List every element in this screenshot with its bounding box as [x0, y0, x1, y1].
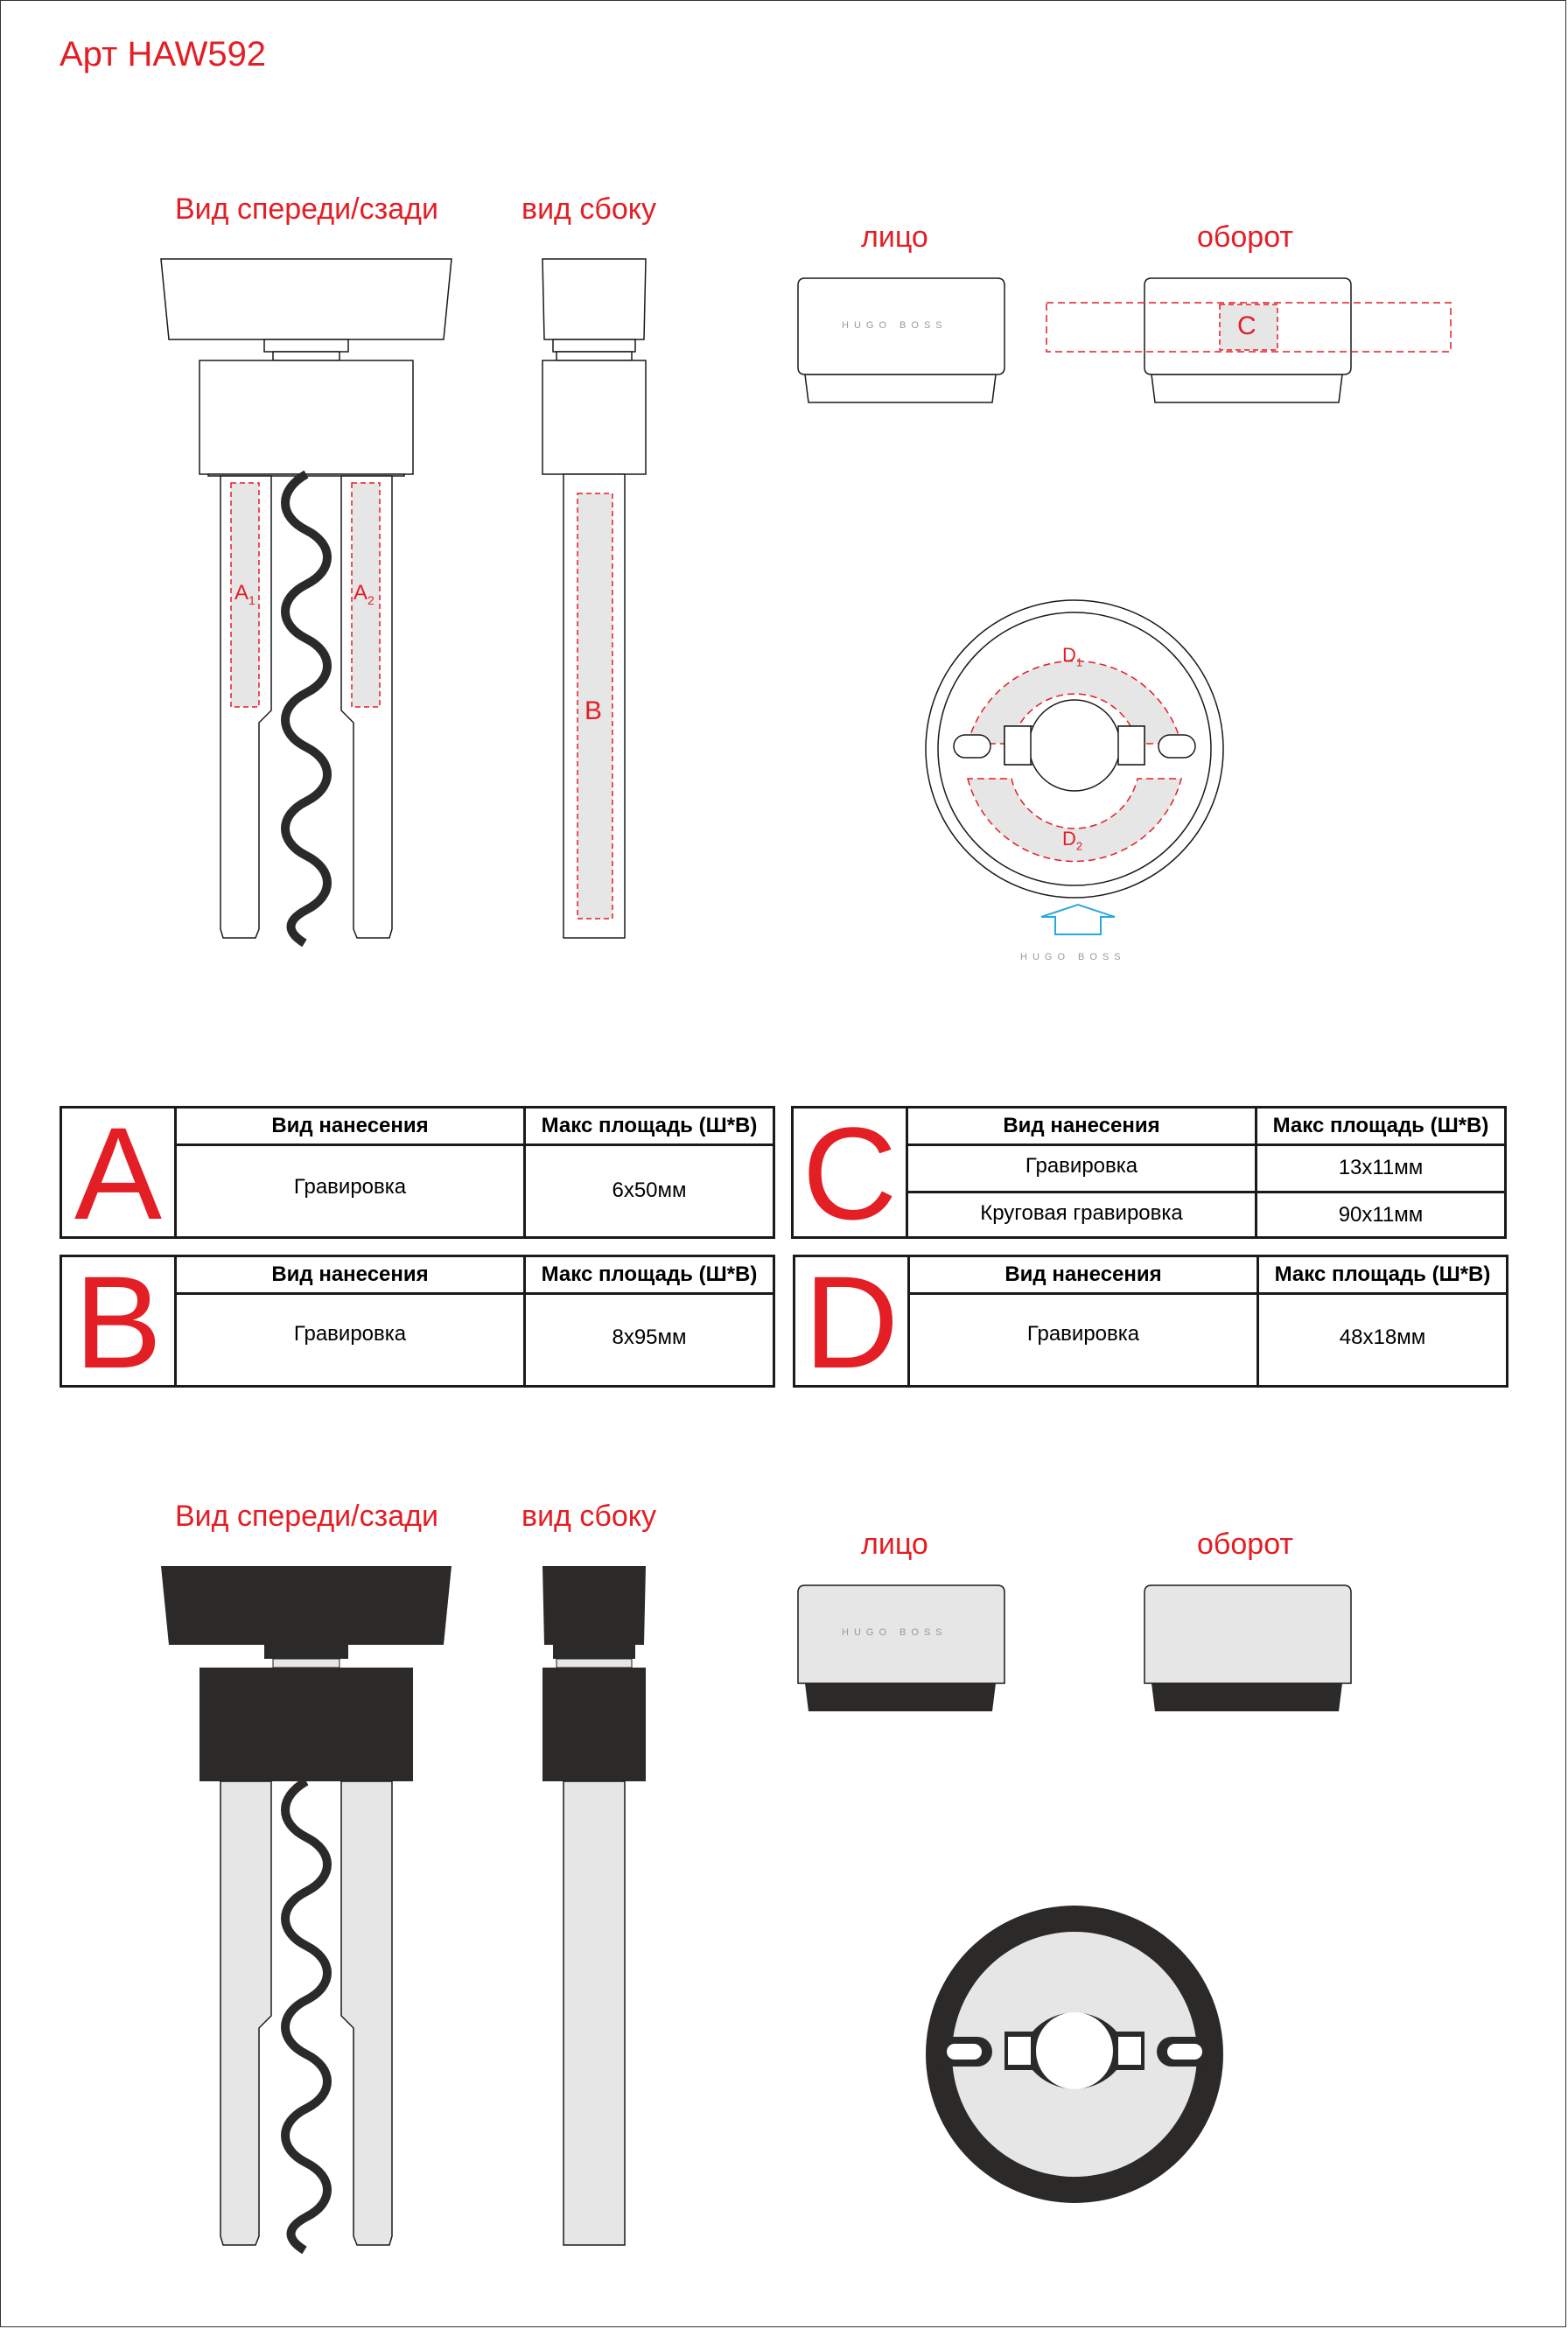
- cap-face-filled: [798, 1585, 1004, 1711]
- table-zone-c: [791, 1100, 1507, 1247]
- table-b-method: Гравировка: [293, 1322, 407, 1346]
- zone-a1-label: $A_1$: [234, 581, 256, 607]
- table-zone-d: [793, 1248, 1508, 1395]
- brand-logo-disc: HUGO BOSS: [1020, 952, 1126, 962]
- table-c-area-2: 90х11мм: [1338, 1203, 1424, 1227]
- table-a-letter: A: [62, 1109, 177, 1236]
- table-a-header-method: Вид нанесения: [271, 1114, 429, 1137]
- brand-logo-face-top: HUGO BOSS: [842, 320, 948, 331]
- label-reverse-bottom: оборот: [1197, 1528, 1293, 1561]
- table-b-header-method: Вид нанесения: [271, 1262, 429, 1286]
- table-a-header-area: Макс площадь (Ш*В): [541, 1114, 758, 1137]
- zone-a2-label: $A_2$: [354, 581, 374, 607]
- front-view-filled: [161, 1566, 452, 2245]
- table-c-header-area: Макс площадь (Ш*В): [1272, 1114, 1489, 1137]
- label-side-top: вид сбоку: [522, 192, 656, 226]
- label-face-bottom: лицо: [861, 1528, 928, 1561]
- zone-d1-label: $D_1$: [1062, 644, 1083, 669]
- table-a-method: Гравировка: [293, 1175, 407, 1199]
- label-reverse-top: оборот: [1197, 220, 1293, 254]
- table-c-method-1: Гравировка: [1025, 1154, 1138, 1178]
- label-side-bottom: вид сбоку: [522, 1500, 656, 1533]
- table-c-letter: C: [794, 1109, 908, 1236]
- table-zone-b: [60, 1248, 775, 1395]
- brand-logo-face-bottom: HUGO BOSS: [842, 1627, 948, 1638]
- table-b-letter: B: [62, 1257, 177, 1385]
- corkscrew-spiral-top: [285, 474, 327, 943]
- table-a-area: 6х50мм: [612, 1178, 687, 1202]
- table-b-area: 8х95мм: [612, 1325, 687, 1349]
- side-view-filled: [542, 1566, 646, 2245]
- table-c-header-method: Вид нанесения: [1003, 1114, 1160, 1137]
- orientation-arrow-icon: [1041, 905, 1115, 934]
- label-face-top: лицо: [861, 220, 928, 254]
- table-b-header-area: Макс площадь (Ш*В): [541, 1262, 758, 1286]
- table-d-method: Гравировка: [1026, 1322, 1140, 1346]
- zone-b-label: B: [584, 696, 603, 725]
- zone-d2-label: $D_2$: [1062, 828, 1083, 853]
- table-d-area: 48х18мм: [1339, 1325, 1426, 1349]
- table-c-area-1: 13х11мм: [1338, 1156, 1424, 1179]
- cap-reverse-filled: [1144, 1585, 1351, 1711]
- front-view-outline: [161, 259, 452, 938]
- corkscrew-spiral-bottom: [285, 1781, 327, 2250]
- article-title: Арт HAW592: [60, 35, 267, 73]
- label-front-back-bottom: Вид спереди/сзади: [175, 1500, 438, 1533]
- label-front-back-top: Вид спереди/сзади: [175, 192, 438, 226]
- table-d-header-area: Макс площадь (Ш*В): [1274, 1262, 1491, 1286]
- zone-c-label: C: [1237, 311, 1256, 340]
- table-c-method-2: Круговая гравировка: [980, 1201, 1183, 1225]
- table-d-letter: D: [795, 1257, 910, 1385]
- table-zone-a: [60, 1100, 775, 1247]
- cap-face-outline: [798, 278, 1004, 402]
- table-d-header-method: Вид нанесения: [1004, 1262, 1162, 1286]
- bottom-disc-filled: [926, 1906, 1223, 2203]
